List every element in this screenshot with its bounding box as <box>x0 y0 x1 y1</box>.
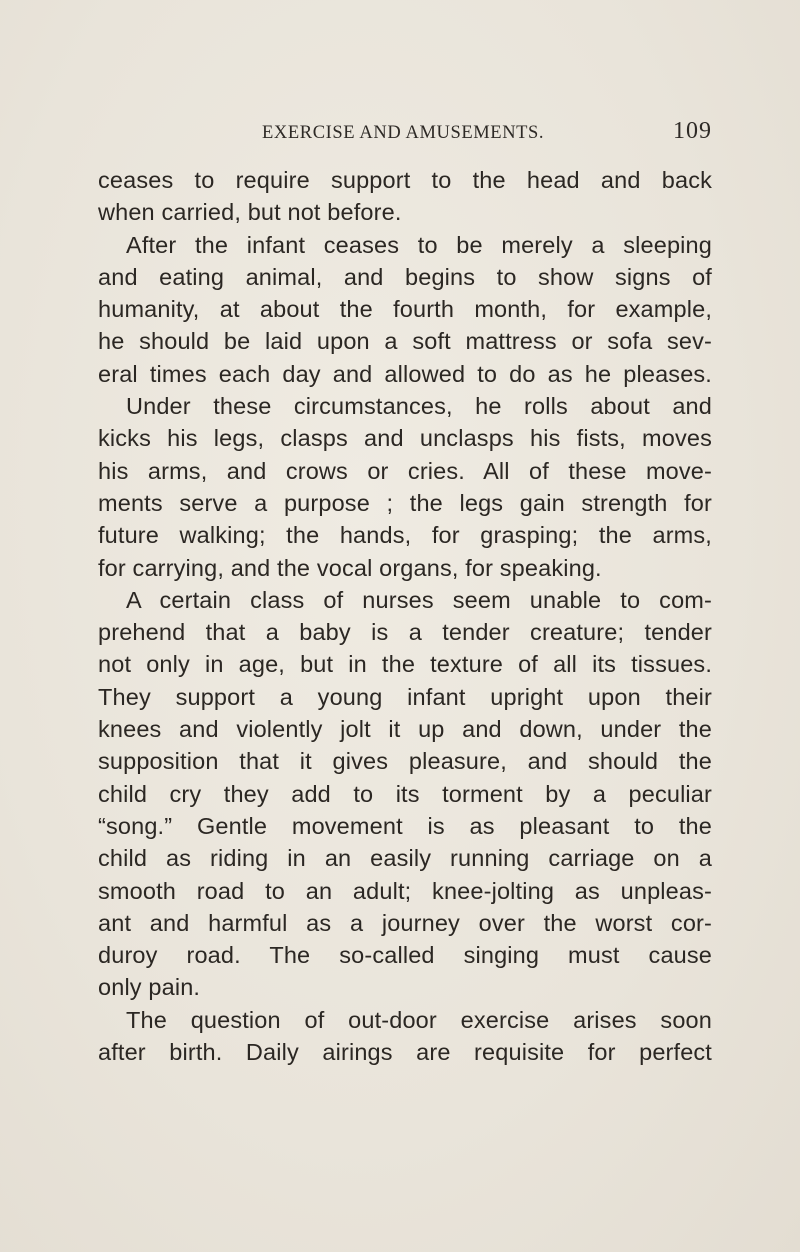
text-line: A certain class of nurses seem unable to com- <box>126 586 712 613</box>
running-head: EXERCISE AND AMUSEMENTS. <box>262 123 545 143</box>
text-line: knees and violently jolt it up and down, under the <box>98 716 712 743</box>
text-line: for carrying, and the vocal organs, for speaking. <box>98 554 602 581</box>
text-line: Under these circumstances, he rolls about and <box>126 393 712 420</box>
text-line: and eating animal, and begins to show signs of <box>98 263 712 290</box>
text-line: he should be laid upon a soft mattress or sofa sev- <box>98 328 712 355</box>
text-line: eral times each day and allowed to do as he pleases. <box>98 360 712 387</box>
text-line: supposition that it gives pleasure, and should the <box>98 748 712 775</box>
text-line: child cry they add to its torment by a peculiar <box>98 780 712 807</box>
text-line: ant and harmful as a journey over the worst cor- <box>98 909 712 936</box>
text-line: The question of out-door exercise arises soon <box>126 1006 712 1033</box>
text-line: his arms, and crows or cries. All of these move- <box>98 457 712 484</box>
text-line: future walking; the hands, for grasping; the arms, <box>98 522 712 549</box>
text-line: child as riding in an easily running carriage on a <box>98 845 712 872</box>
text-line: not only in age, but in the texture of all its tissues. <box>98 651 712 678</box>
text-line: only pain. <box>98 974 201 1001</box>
text-line: after birth. Daily airings are requisite for perfect <box>98 1039 712 1066</box>
text-line: kicks his legs, clasps and unclasps his fists, moves <box>98 425 712 452</box>
text-line: “song.” Gentle movement is as pleasant to the <box>98 812 712 839</box>
text-line: when carried, but not before. <box>98 199 402 226</box>
text-line: They support a young infant upright upon their <box>98 683 712 710</box>
text-line: humanity, at about the fourth month, for example, <box>98 296 712 323</box>
text-line: After the infant ceases to be merely a sleeping <box>126 231 712 258</box>
page-number: 109 <box>673 118 712 144</box>
text-line: duroy road. The so-called singing must cause <box>98 942 712 969</box>
text-line: smooth road to an adult; knee-jolting as unpleas- <box>98 877 712 904</box>
body-text <box>98 164 712 1068</box>
text-line: ments serve a purpose ; the legs gain strength for <box>98 489 712 516</box>
text-line: prehend that a baby is a tender creature; tender <box>98 619 712 646</box>
text-line: ceases to require support to the head and back <box>98 167 712 193</box>
page-header <box>262 118 712 148</box>
